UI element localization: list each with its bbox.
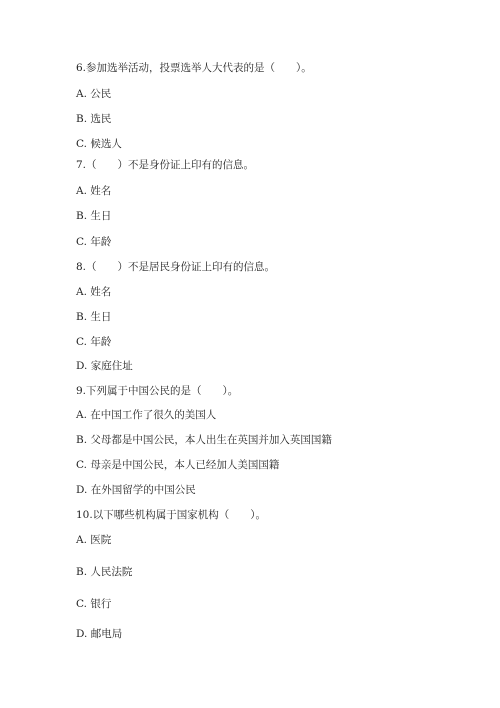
option-c: C. 年龄 <box>76 236 112 248</box>
option-d: D. 邮电局 <box>76 628 123 640</box>
option-a: A. 姓名 <box>76 185 112 197</box>
question-stem: 7.（ ）不是身份证上印有的信息。 <box>76 159 255 171</box>
question-stem: 10.以下哪些机构属于国家机构（ ）。 <box>76 509 266 521</box>
option-a: A. 医院 <box>76 534 112 546</box>
option-b: B. 生日 <box>76 210 112 222</box>
option-b: B. 父母都是中国公民，本人出生在英国并加入英国国籍 <box>76 434 332 446</box>
option-a: A. 公民 <box>76 88 112 100</box>
option-c: C. 候选人 <box>76 138 122 150</box>
option-c: C. 年龄 <box>76 336 112 348</box>
option-c: C. 银行 <box>76 598 112 610</box>
option-b: B. 选民 <box>76 113 112 125</box>
option-a: A. 姓名 <box>76 286 112 298</box>
question-stem: 9.下列属于中国公民的是（ ）。 <box>76 385 239 397</box>
question-stem: 8.（ ）不是居民身份证上印有的信息。 <box>76 261 276 273</box>
option-b: B. 生日 <box>76 311 112 323</box>
option-d: D. 家庭住址 <box>76 360 133 372</box>
option-c: C. 母亲是中国公民，本人已经加人美国国籍 <box>76 459 280 471</box>
option-a: A. 在中国工作了很久的美国人 <box>76 409 217 421</box>
option-b: B. 人民法院 <box>76 566 133 578</box>
question-stem: 6.参加选举活动，投票选举人大代表的是（ ）。 <box>76 62 312 74</box>
option-d: D. 在外国留学的中国公民 <box>76 484 196 496</box>
